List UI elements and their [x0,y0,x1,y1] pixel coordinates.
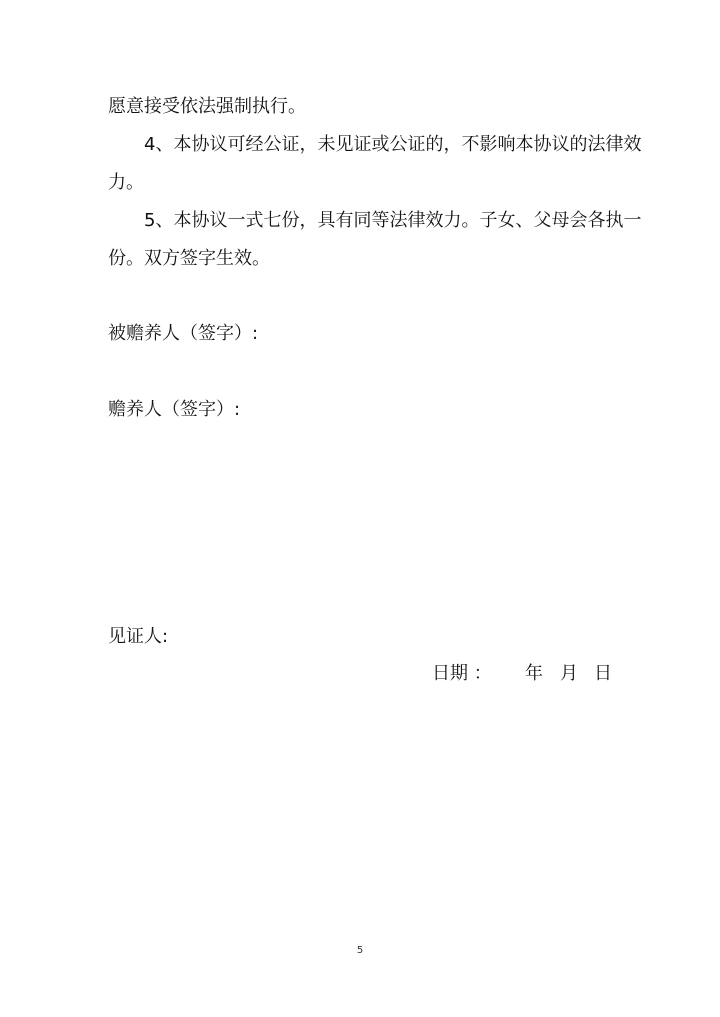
paragraph-line-2: 4、本协议可经公证，未见证或公证的，不影响本协议的法律效 [144,134,642,155]
date-day-label: 日 [594,663,612,684]
supporter-signature-label: 赡养人（签字）: [108,399,241,420]
paragraph-line-4: 5、本协议一式七份，具有同等法律效力。子女、父母会各执一 [144,210,642,231]
date-row [432,663,612,685]
date-month-label: 月 [560,663,578,684]
page-number: 5 [356,945,364,956]
witness-signature-label: 见证人: [108,626,169,647]
paragraph-line-1: 愿意接受依法强制执行。 [108,96,306,117]
paragraph-line-5: 份。双方签字生效。 [108,248,270,269]
supported-person-signature-label: 被赡养人（签字）: [108,323,259,344]
paragraph-line-3: 力。 [108,172,144,193]
date-label: 日期 ： [432,663,492,684]
date-year-label: 年 [525,663,543,684]
